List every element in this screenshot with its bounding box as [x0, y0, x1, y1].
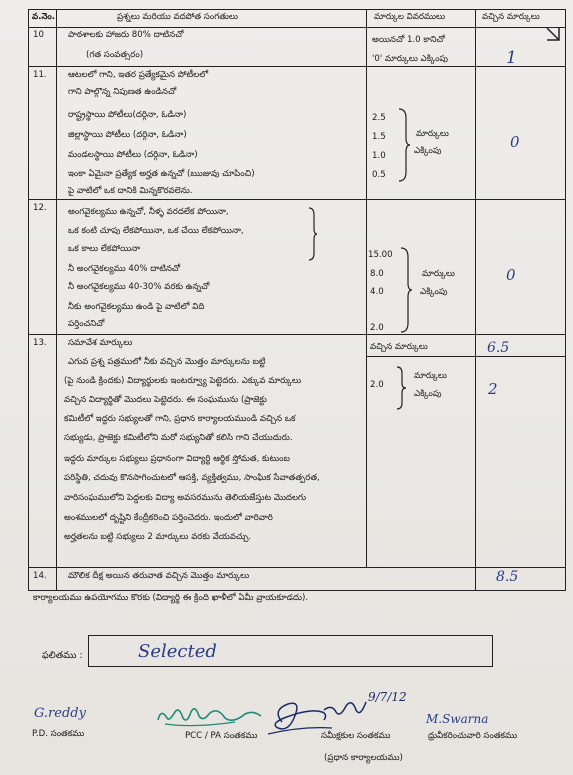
corner-fold-icon: [546, 26, 560, 40]
row12-mark: 0: [506, 266, 516, 284]
row10-no: 10: [33, 30, 44, 40]
row13-values-label: మార్కులు: [414, 371, 447, 381]
header-criteria: మార్కుల వివరములు: [374, 12, 446, 22]
row11-line: మండలస్థాయి పోటీలు (దర్గినా, ఓడినా): [68, 150, 198, 160]
row-divider-11: [28, 199, 566, 200]
row11-no: 11.: [33, 70, 47, 80]
row12-brace-icon: [308, 207, 318, 265]
row11-value: 2.5: [372, 113, 386, 123]
row12-line: పర్తించనిచో: [68, 319, 105, 329]
row13-line: కమిటీలో ఇద్దరు సభ్యులతో గాని, ప్రధాన కార్యాలయముండి వచ్చిన ఒక: [64, 414, 296, 424]
pd-signature-label: P.D. సంతకము: [32, 729, 85, 739]
row13-no: 13.: [33, 338, 47, 348]
row12-value: 4.0: [370, 287, 384, 297]
row11-value: 1.0: [372, 151, 386, 161]
pd-signature: G.reddy: [34, 706, 86, 721]
row10-criteria: అయినచో 1.0 కానిచో: [372, 35, 445, 45]
row11-values-label: మార్కులు: [416, 129, 449, 139]
head-office-note: (ప్రధాన కార్యాలయము): [324, 753, 403, 763]
row13-value: 2.0: [370, 380, 384, 390]
row11-line: పై వాటిలో ఒక దానికి మిన్నకొరవలెను.: [68, 186, 193, 196]
row11-brace-icon: [397, 108, 411, 186]
row13-line: (పై నుండి క్రిందకు) విద్యార్థులకు ఇంటర్వ్యూ పెట్టెదరు. ఎక్కువ మార్కులు: [64, 376, 302, 386]
row-divider-12: [28, 334, 566, 335]
row11-line: జిల్లాస్థాయి పోటీలు (దర్గినా, ఓడినా): [68, 130, 187, 140]
row13-line: వచ్చిన విద్యార్థితో మొదలు పెట్టెదరు. ఈ సంఘమును (ప్రాజెక్టు: [64, 395, 267, 405]
header-sno: వ.నెం.: [32, 12, 56, 22]
row12-values-label: ఎక్కింపు: [420, 287, 448, 297]
row13-line: వారిసంఘములోని పెద్దలకు విద్యా అవసరమును తెలియజేస్తుట మొదలగు: [64, 493, 307, 503]
col-divider-3: [475, 9, 476, 591]
header-question: ప్రశ్నలు మరియు వదపోత సంగతులు: [117, 12, 238, 22]
row13-line: అంశములలో దృష్టిని కేంద్రీకరించి పర్తించెదరు. ఇందులో వారివారి: [64, 513, 273, 523]
row10-line: పాఠశాలకు హాజరు 80% దాటినచో: [68, 30, 184, 40]
result-label: ఫలితము :: [42, 650, 83, 661]
row13-brace-icon: [395, 366, 407, 414]
row-divider-10: [28, 66, 566, 67]
pcc-signature-icon: [155, 700, 265, 734]
row14-mark: 8.5: [496, 569, 519, 585]
row13-title: సమావేశ మార్కులు: [68, 338, 133, 348]
row12-values-label: మార్కులు: [422, 269, 455, 279]
row12-line: అంగవైకల్యము ఉన్నచో, నీళ్ళ వరదలేక పోయినా,: [68, 207, 229, 217]
row12-value: 8.0: [370, 269, 384, 279]
row-divider-13: [28, 567, 566, 568]
reviewer-date: 9/7/12: [368, 690, 407, 704]
row13-subtotal-label: వచ్చిన మార్కులు: [370, 342, 428, 352]
row12-value: 15.00: [368, 250, 393, 260]
col-divider-2: [366, 9, 367, 567]
row12-line: నీ అంగవైకల్యము 40-30% వరకు ఉన్నచో: [68, 282, 210, 292]
row13-subtotal: 6.5: [487, 340, 510, 356]
row12-line: నీకు అంగవైకల్యము ఉండి పై వాటిలో విది: [68, 302, 205, 312]
row11-line: ఆటలలో గాని, ఇతర ప్రత్యేకమైన పోటీలలో: [68, 70, 209, 80]
result-value: Selected: [138, 641, 217, 662]
row12-line: నీ అంగవైకల్యము 40% దాటినచో: [68, 264, 181, 274]
row11-value: 0.5: [372, 170, 386, 180]
col-divider-1: [56, 9, 57, 591]
row13-line: ఇద్దరు మార్కుల సభ్యులు ప్రధానంగా విద్యార్థి ఆర్థిక స్తోమత, కుటుంబ: [64, 454, 290, 464]
office-use-note: కార్యాలయము ఉపయోగము కొరకు (విద్యార్థి ఈ క్రింది ఖాళీలో ఏమీ వ్రాయకూడదు).: [33, 593, 309, 603]
row11-mark: 0: [510, 133, 520, 151]
row11-value: 1.5: [372, 132, 386, 142]
row11-values-label: ఎక్కింపు: [414, 146, 442, 156]
row11-line: ఇంకా ఏమైనా ప్రత్యేక అర్హత ఉన్నచో (ఋజువు చూపించి): [68, 169, 255, 179]
row13-line: పరిస్థితి, చదువు కొనసాగించుటలో ఆసక్తి, వ్యక్తిత్వము, సాంఘిక సేవాతత్పరత,: [64, 473, 320, 483]
row10-line: (గత సంవత్సరం): [86, 50, 144, 60]
row13-line: సభ్యుడు, ప్రాజెక్టు కమిటీలోని మరో సభ్యునితో కలిసి గాని చేయుదురు.: [64, 433, 293, 443]
row11-line: గాని పాల్గొన్న నిపుణత ఉండినచో: [68, 87, 177, 97]
row-divider-13-sub: [366, 356, 566, 357]
verifier-signature-label: ధ్రువీకరించువారి సంతకము: [428, 731, 518, 741]
row13-line: ఎగువ ప్రశ్న పత్రములో నీకు వచ్చిన మొత్తం మార్కులను బట్టి: [68, 357, 266, 367]
row10-criteria: '0' మార్కులు ఎక్కింపు: [372, 54, 449, 64]
verifier-signature: M.Swarna: [426, 712, 489, 726]
row12-brace-icon: [399, 247, 413, 337]
row11-line: రాష్ట్రస్థాయి పోటీలు(దర్గినా, ఓడినా): [68, 110, 187, 120]
row12-line: ఒక కంటి చూపు లేకపోయినా, ఒక చేయి లేకపోయినా,: [68, 226, 244, 236]
row14-no: 14.: [33, 571, 47, 581]
header-awarded: వచ్చిన మార్కులు: [482, 12, 540, 22]
row12-value: 2.0: [370, 323, 384, 333]
row-divider-header: [28, 27, 566, 28]
pcc-signature-label: PCC / PA సంతకము: [185, 731, 258, 741]
row12-line: ఒక కాలు లేకపోయినా: [68, 244, 141, 254]
reviewer-signature-label: సమీక్షకుల సంతకము: [321, 731, 391, 741]
row12-no: 12.: [33, 203, 47, 213]
row13-line: అర్హతలను బట్టి సభ్యులు 2 మార్కులు వరకు వేయవచ్చు.: [64, 532, 252, 542]
row13-mark: 2: [488, 380, 498, 398]
row14-line: మౌలిక దీక్ష అయిన తరువాత వచ్చిన మొత్తం మార్కులు: [68, 571, 250, 581]
row10-mark: 1: [506, 48, 517, 68]
row13-values-label: ఎక్కింపు: [414, 389, 442, 399]
